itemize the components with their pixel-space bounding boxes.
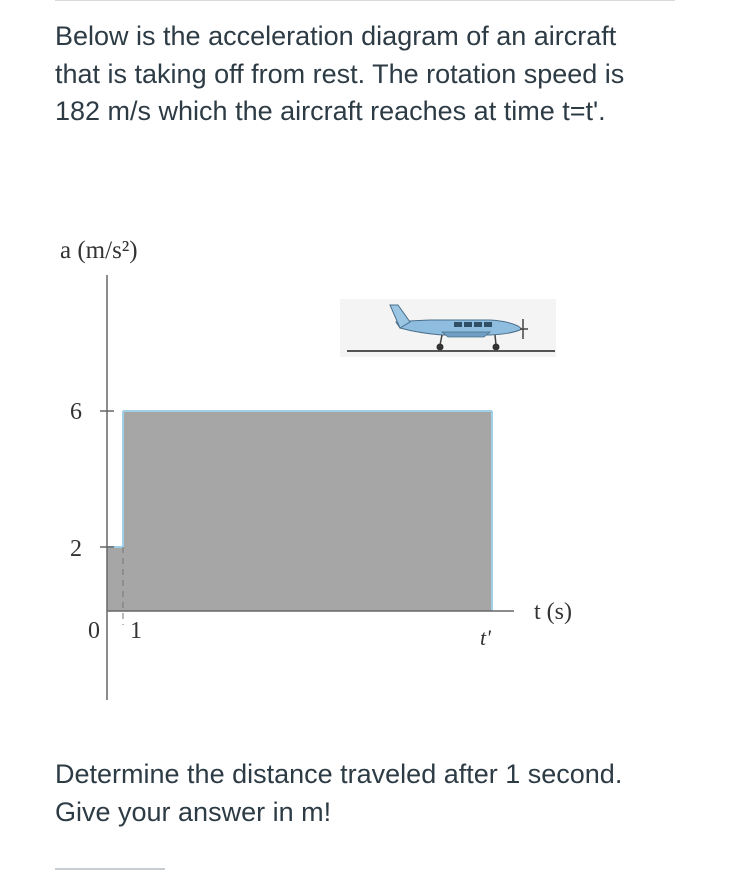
region-0-to-1 xyxy=(107,547,123,611)
aircraft-icon xyxy=(340,299,556,357)
y-tick-label-0: 0 xyxy=(88,618,100,644)
x-tick-label-1: 1 xyxy=(130,618,142,644)
question-intro: Below is the acceleration diagram of an aircraft that is taking off from rest. The rotation speed is 182 m/s which the aircraft reaches at time t=t'. xyxy=(55,21,625,126)
top-divider xyxy=(55,0,675,1)
x-tick-label-tprime: t' xyxy=(480,625,491,650)
answer-area-edge xyxy=(55,868,165,876)
acceleration-diagram xyxy=(50,225,590,725)
x-axis-label: t (s) xyxy=(534,599,572,625)
y-axis-label: a (m/s²) xyxy=(60,237,138,264)
acceleration-diagram-svg xyxy=(50,225,590,725)
y-tick-label-6: 6 xyxy=(70,399,82,425)
question-prompt: Determine the distance traveled after 1 second. Give your answer in m! xyxy=(55,759,623,827)
y-tick-label-2: 2 xyxy=(70,536,82,562)
region-1-to-tprime xyxy=(123,411,492,611)
